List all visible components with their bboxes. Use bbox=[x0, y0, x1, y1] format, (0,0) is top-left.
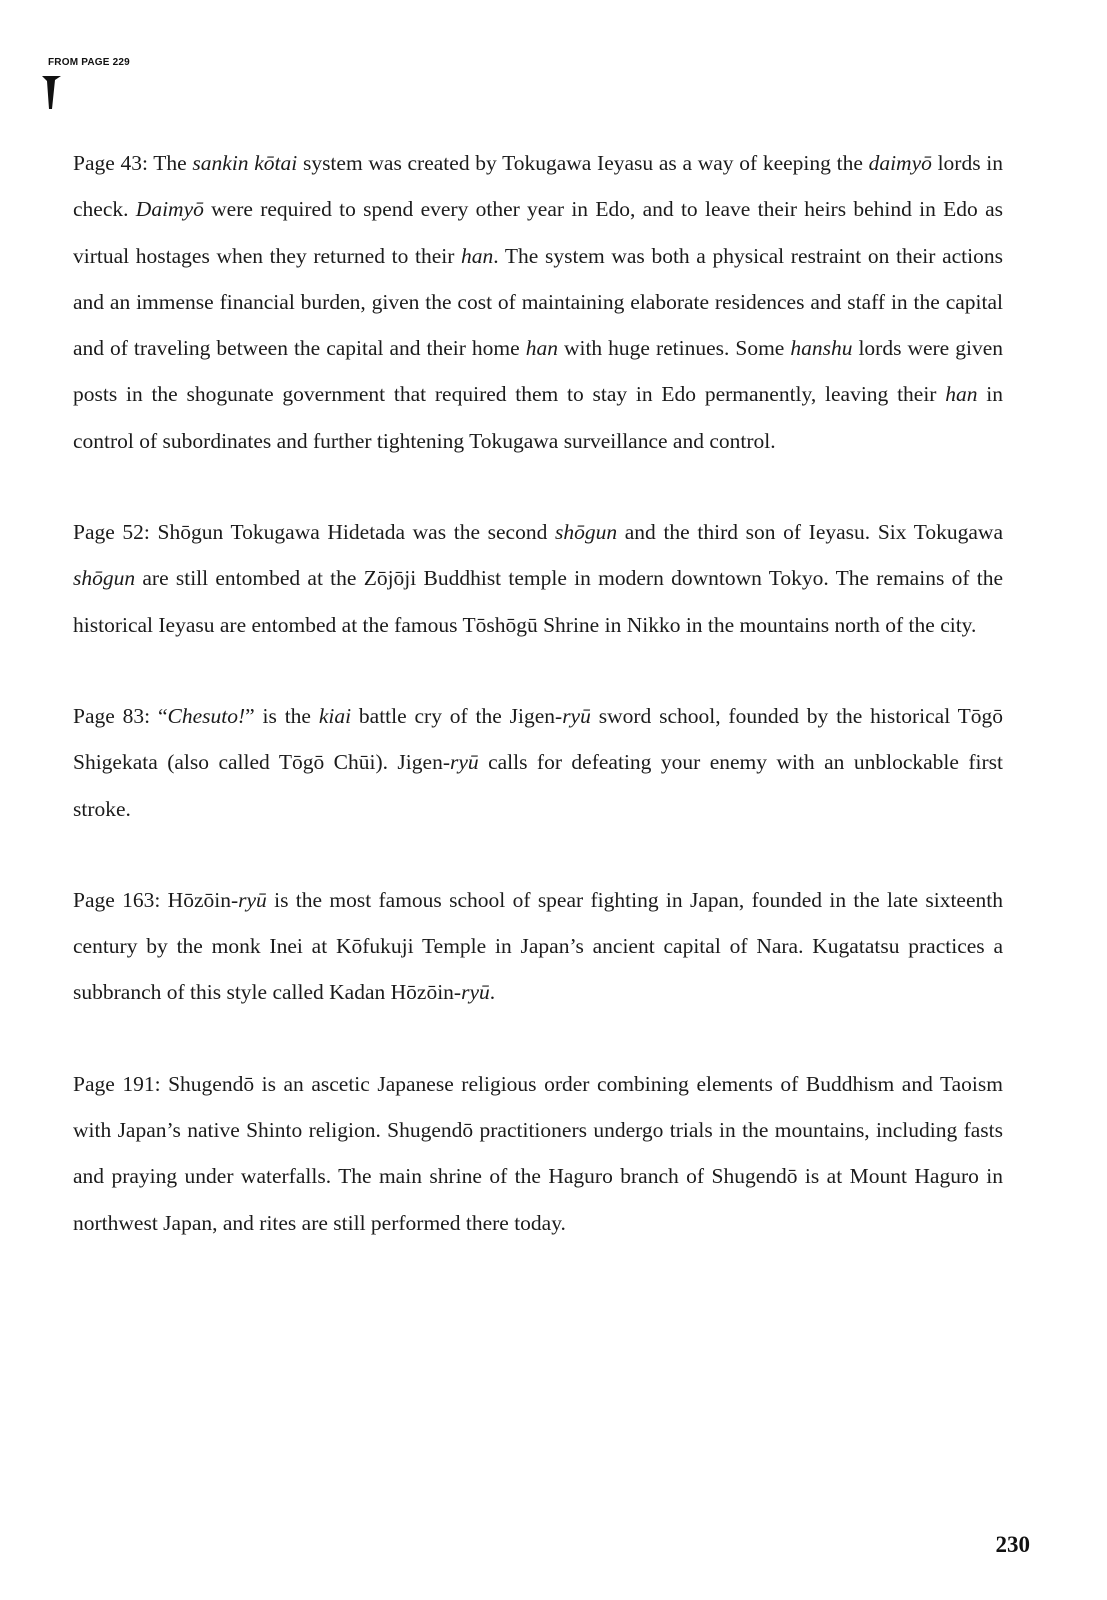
note-text: with huge retinues. Some bbox=[557, 336, 791, 361]
note-text: in control of subordinates and further tightening Tokugawa surveillance and control. bbox=[73, 382, 1003, 453]
italic-term: ryū bbox=[562, 703, 591, 728]
note-text: were required to spend every other year in Edo, and to leave their heirs behind in Edo as virtual hostages when they returned to their bbox=[73, 197, 1003, 268]
italic-term: han bbox=[945, 382, 978, 407]
note-text: battle cry of the Jigen- bbox=[351, 703, 563, 728]
note-text: lords in check. bbox=[73, 151, 1004, 222]
italic-term: ryū bbox=[461, 980, 490, 1005]
italic-term: kiai bbox=[318, 703, 352, 728]
italic-term: ryū bbox=[449, 750, 479, 775]
note-text: Page 191: Shugendō is an ascetic Japanese religious order combining elements of Buddhism and Taoism with Japan’s native Shinto religion. Shugendō practitioners undergo trials in the mountains, including fasts and praying under waterfalls. The main shrine of the Haguro branch of Shugendō is at Mount Haguro in northwest Japan, and rites are still performed there today. bbox=[73, 1071, 1003, 1235]
note-text: sword school, founded by the historical Tōgō Shigekata (also called Tōgō Chūi). Jigen- bbox=[73, 703, 1004, 775]
note-text: system was created by Tokugawa Ieyasu as a way of keeping the bbox=[297, 151, 869, 175]
note-page-163 bbox=[73, 877, 1003, 1016]
note-text: Page 163: Hōzōin- bbox=[73, 887, 239, 912]
note-text: Page 43: The bbox=[73, 151, 193, 175]
italic-term: Chesuto! bbox=[167, 703, 246, 728]
italic-term: ryū bbox=[238, 887, 267, 912]
note-text: . bbox=[489, 980, 496, 1005]
note-text: Page 83: “ bbox=[73, 703, 168, 728]
page-number: 230 bbox=[995, 1532, 1030, 1557]
italic-term: han bbox=[461, 243, 494, 268]
italic-term: sankin kōtai bbox=[192, 151, 298, 175]
italic-term: daimyō bbox=[868, 151, 932, 175]
note-text: calls for defeating your enemy with an unblockable first stroke. bbox=[73, 750, 1003, 821]
italic-term: hanshu bbox=[790, 336, 853, 361]
italic-term: han bbox=[525, 336, 558, 361]
note-page-191 bbox=[73, 1061, 1003, 1246]
italic-term: shōgun bbox=[73, 566, 136, 591]
back-arrow-marker-icon bbox=[42, 76, 62, 110]
note-page-83 bbox=[73, 693, 1003, 832]
italic-term: Daimyō bbox=[135, 197, 204, 222]
note-text: ” is the bbox=[245, 703, 319, 728]
translation-notes bbox=[73, 140, 1003, 1246]
note-text: is the most famous school of spear fighting in Japan, founded in the late sixteenth century by the monk Inei at Kōfukuji Temple in Japan’s ancient capital of Nara. Kugatatsu practices a subbranch of this style called Kadan Hōzōin- bbox=[73, 887, 1003, 1005]
note-page-43 bbox=[73, 140, 1003, 464]
note-text: Page 52: Shōgun Tokugawa Hidetada was the second bbox=[73, 520, 555, 545]
note-text: . The system was both a physical restraint on their actions and an immense financial burden, given the cost of maintaining elaborate residences and staff in the capital and of traveling between the capital and their home bbox=[73, 243, 1003, 361]
note-page-52 bbox=[73, 509, 1003, 648]
italic-term: shōgun bbox=[555, 520, 618, 545]
running-head: FROM PAGE 229 bbox=[48, 57, 130, 68]
note-text: are still entombed at the Zōjōji Buddhist temple in modern downtown Tokyo. The remains of the historical Ieyasu are entombed at the famous Tōshōgū Shrine in Nikko in the mountains north of the city. bbox=[73, 566, 1003, 637]
note-text: and the third son of Ieyasu. Six Tokugawa bbox=[617, 520, 1003, 545]
note-text: lords were given posts in the shogunate government that required them to stay in Edo permanently, leaving their bbox=[73, 336, 1003, 407]
